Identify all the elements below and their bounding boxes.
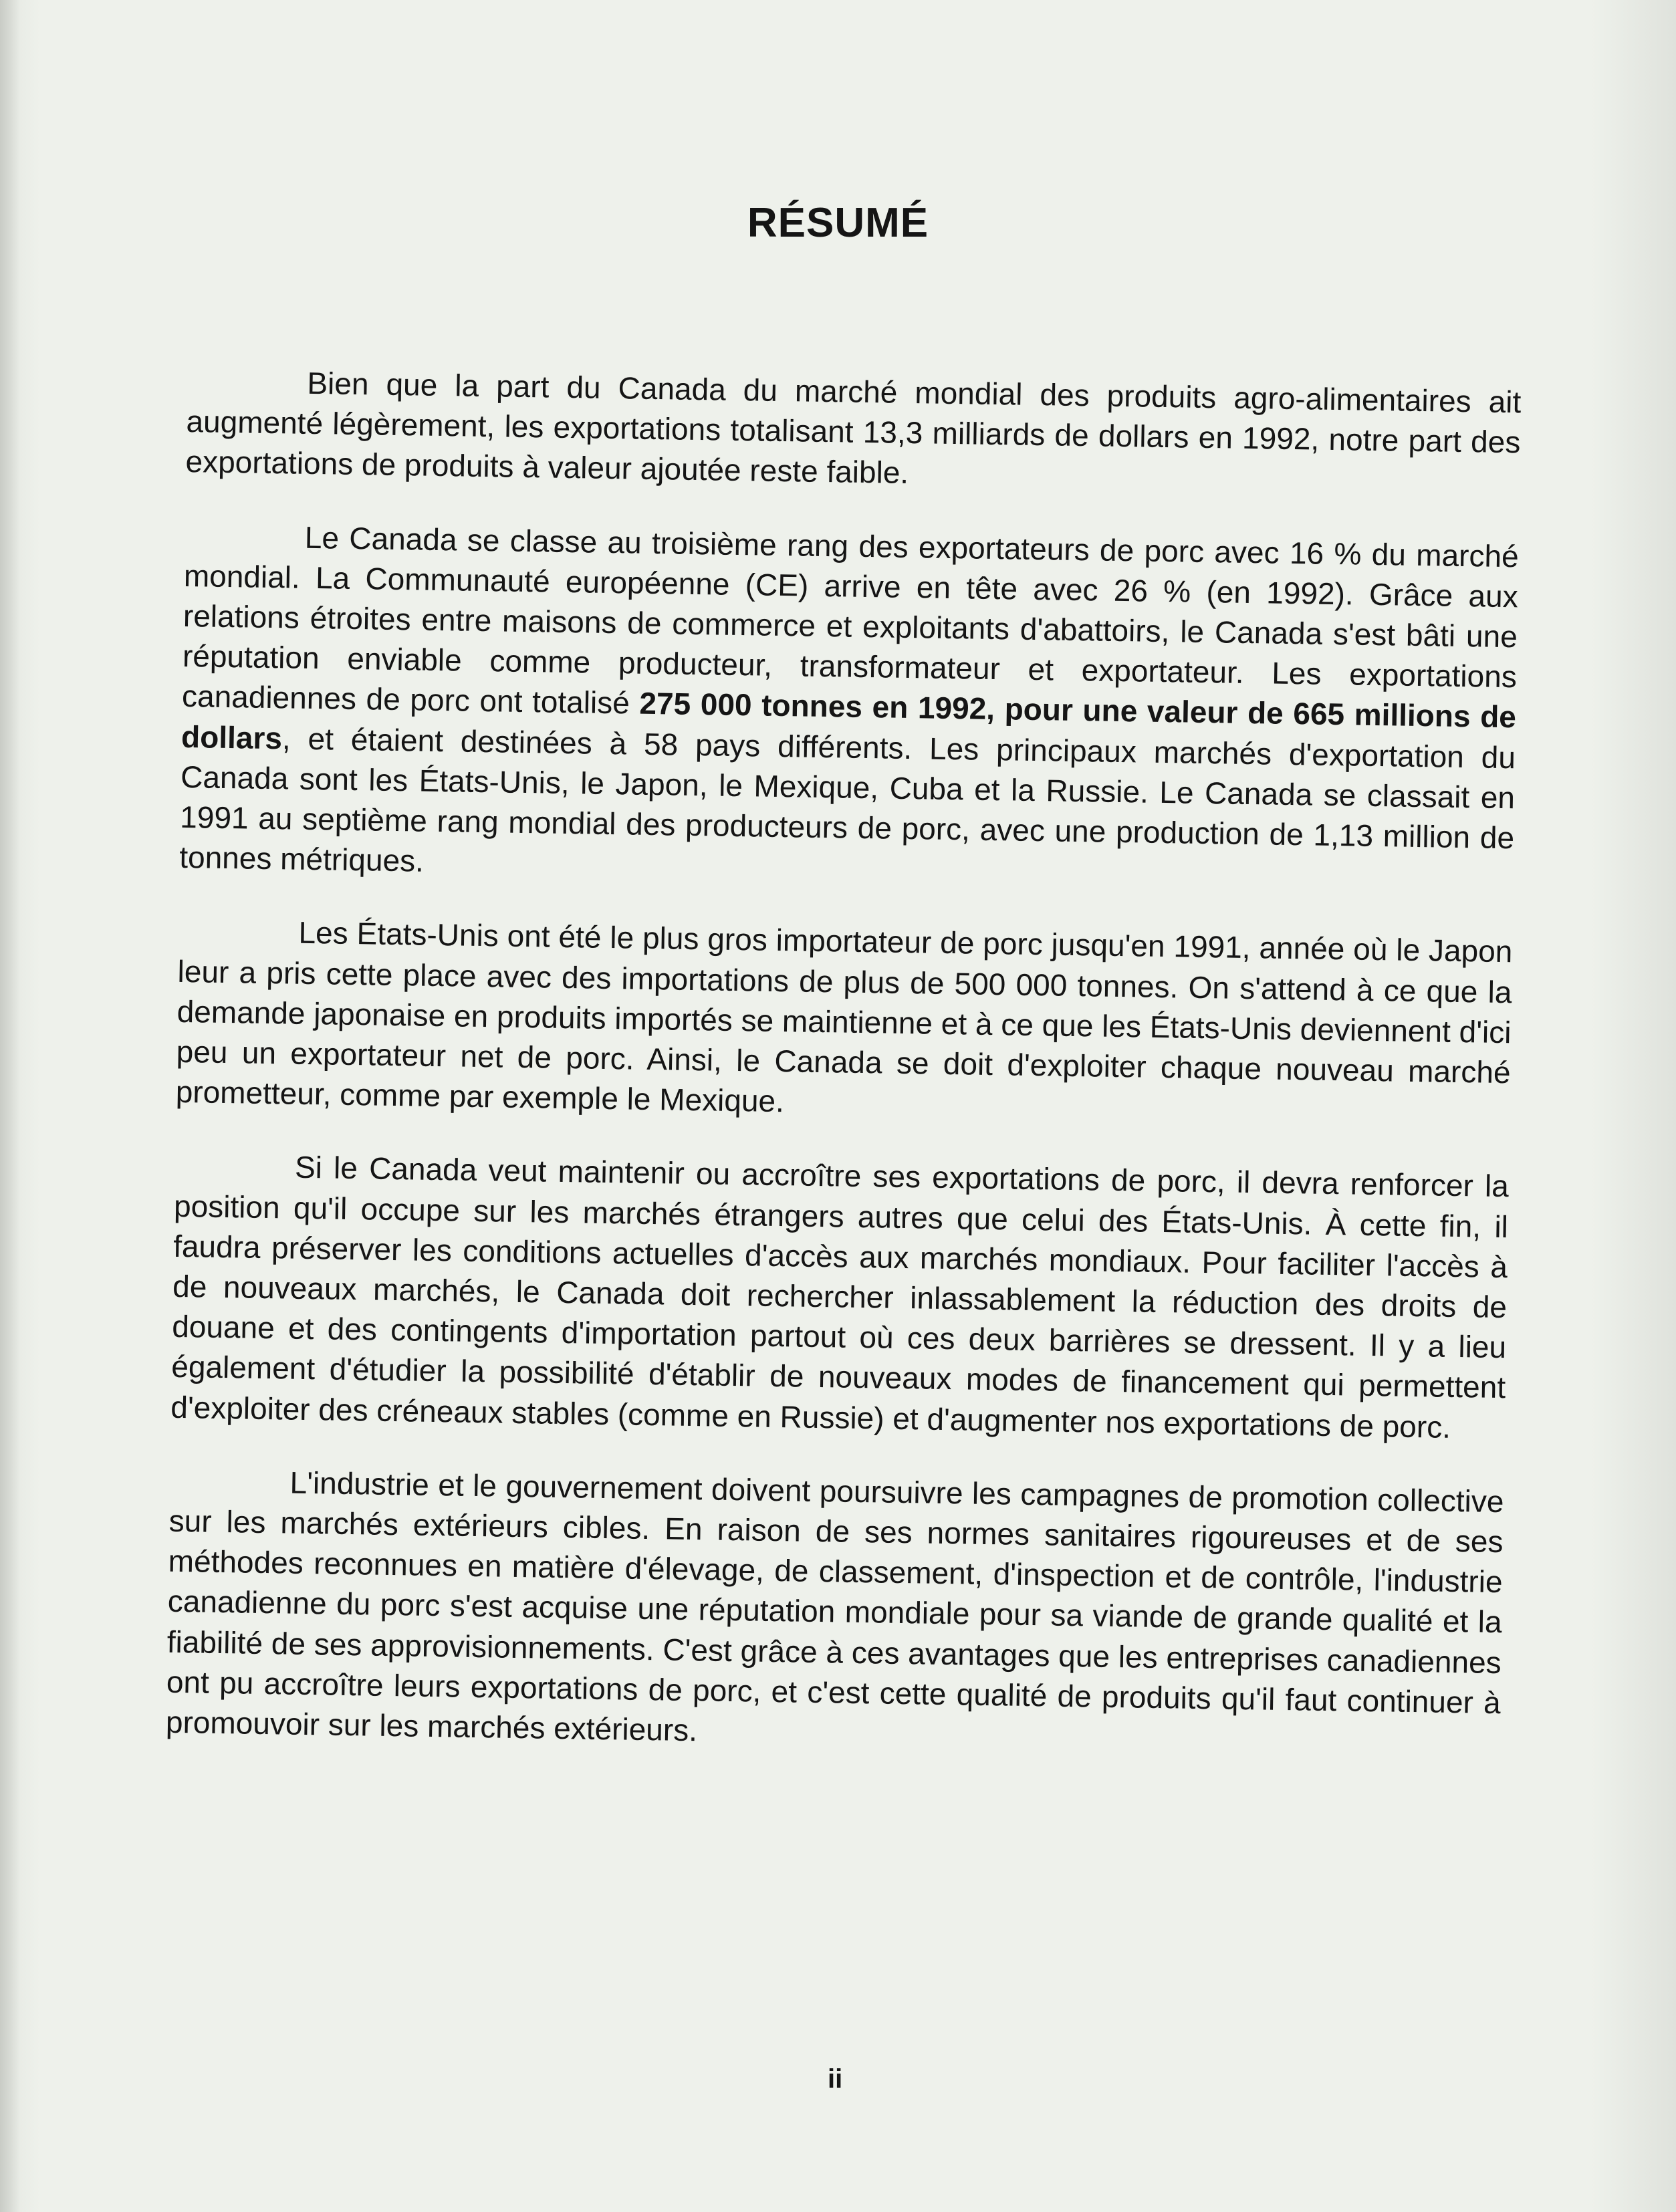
paragraph-market-access: Si le Canada veut maintenir ou accroître ses exportations de porc, il devra renforcer la position qu'il occupe sur les marchés étrangers autres que celui des États-Unis. À cette fin, il faudra préserver les conditions actuelles d'accès aux marchés mondiaux. Pour faciliter l'accès à de nouveaux marchés, le Canada doit rechercher inlassablement la réduction des droits de douane et des contingents d'importation partout où ces deux barrières se dressent. Il y a lieu également d'étudier la possibilité d'établir de nouveaux modes de financement qui permettent d'exploiter des créneaux stables (comme en Russie) et d'augmenter nos exportations de porc. — [170, 1150, 1510, 1445]
paragraph-market-share: Bien que la part du Canada du marché mondial des produits agro-alimentaires ait augmenté légèrement, les exportations totalisant 13,3 milliards de dollars en 1992, notre part des exportations de produits à valeur ajoutée reste faible. — [185, 365, 1522, 491]
paragraph-text-after: , et étaient destinées à 58 pays différents. Les principaux marchés d'exportation du Canada sont les États-Unis, le Japon, le Mexique, Cuba et la Russie. Le Canada se classait en 1991 au septième rang mondial des producteurs de porc, avec une production de 1,13 million de tonnes métriques. — [178, 720, 1516, 878]
paragraph-pork-ranking — [179, 515, 1519, 898]
paragraph-promotion: L'industrie et le gouvernement doivent poursuivre les campagnes de promotion collective sur les marchés extérieurs cibles. En raison de ses normes sanitaires rigoureuses et de ses méthodes reconnues en matière d'élevage, de classement, d'inspection et de contrôle, l'industrie canadienne du porc s'est acquise une réputation mondiale pour sa viande de grande qualité et la fiabilité de ses approvisionnements. C'est grâce à ces avantages que les entreprises canadiennes ont pu accroître leurs exportations de porc, et c'est cette qualité de produits qu'il faut continuer à promouvoir sur les marchés extérieurs. — [165, 1465, 1504, 1748]
body-text — [165, 361, 1522, 1796]
page-title: RÉSUMÉ — [747, 200, 929, 246]
paragraph-text-before: Le Canada se classe au troisième rang des exportateurs de porc avec 16 % du marché mondial. La Communauté européenne (CE) arrive en tête avec 26 % (en 1992). Grâce aux relations étroites entre maisons de commerce et exploitants d'abattoirs, le Canada s'est bâti une réputation enviable comme producteur, transformateur et exportateur. Les exportations canadiennes de porc ont totalisé — [181, 519, 1520, 721]
paragraph-importers: Les États-Unis ont été le plus gros importateur de porc jusqu'en 1991, année où le Japon leur a pris cette place avec des importations de plus de 500 000 tonnes. On s'attend à ce que la demande japonaise en produits importés se maintienne et à ce que les États-Unis deviennent d'ici peu un exportateur net de porc. Ainsi, le Canada se doit d'exploiter chaque nouveau marché prometteur, comme par exemple le Mexique. — [175, 915, 1513, 1119]
page-number: ii — [828, 2064, 843, 2094]
bold-export-figures: 275 000 tonnes en 1992, pour une valeur de 665 millions de dollars — [181, 686, 1517, 755]
binding-shadow — [0, 0, 20, 2212]
